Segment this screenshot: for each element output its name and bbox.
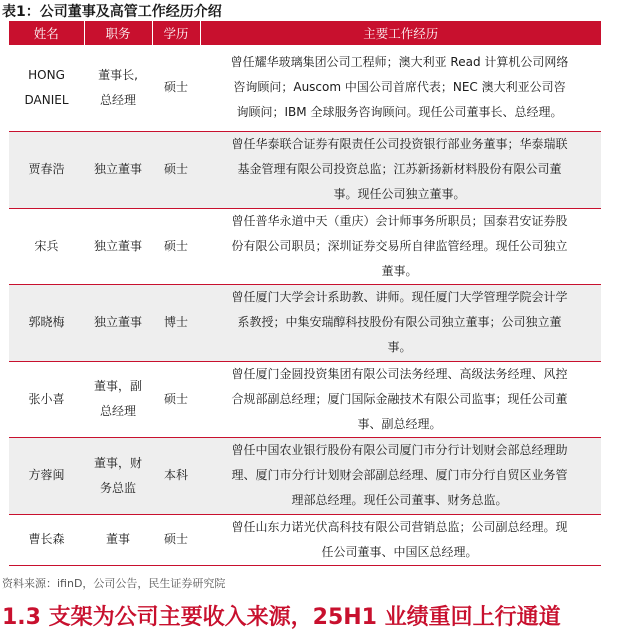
cell-experience-line: 合规部副总经理；厦门国际金融技术有限公司监事；现任公司董: [231, 391, 568, 406]
cell-experience-line: 理、厦门市分行计划财会部副总经理、厦门市分行自贸区业务管: [231, 468, 568, 482]
cell-name: [9, 284, 84, 361]
table-row: [9, 131, 601, 208]
cell-education: 硕士: [152, 208, 200, 284]
cell-role: [84, 284, 152, 361]
section-heading: 1.3 支架为公司主要收入来源，25H1 业绩重回上行通道: [2, 605, 561, 630]
cell-experience-line: 理部总经理。现任公司董事、财务总监。: [291, 493, 508, 507]
table-header-row: [9, 21, 601, 45]
executive-table: [9, 21, 601, 566]
header-role: 职务: [84, 21, 152, 45]
cell-name-line: 方蓉闽: [28, 468, 65, 482]
cell-role-line: 独立董事: [93, 162, 142, 176]
cell-education: 硕士: [152, 45, 200, 131]
cell-experience: [200, 437, 601, 514]
cell-role: [84, 45, 152, 131]
cell-experience-line: 曾任耀华玻璃集团公司工程师；澳大利亚 Read 计算机公司网络: [230, 55, 569, 70]
cell-name: [9, 437, 84, 514]
cell-role-line: 独立董事: [93, 315, 142, 329]
table-row: [9, 514, 601, 565]
cell-role-line: 董事，副: [93, 379, 142, 393]
cell-experience-line: 询顾问；IBM 全球服务咨询顾问。现任公司董事长、总经理。: [236, 105, 563, 120]
cell-experience: [200, 514, 601, 565]
cell-name: [9, 45, 84, 131]
cell-experience-line: 基金管理有限公司投资总监；江苏新扬新材料股份有限公司董: [237, 162, 562, 176]
cell-name-line: 宋兵: [34, 238, 59, 253]
cell-role: [84, 131, 152, 208]
cell-experience: [200, 131, 601, 208]
cell-experience-line: 份有限公司职员；深圳证券交易所自律监管经理。现任公司独立: [231, 238, 568, 253]
header-education: 学历: [152, 21, 200, 45]
cell-name: [9, 514, 84, 565]
cell-education: 硕士: [152, 131, 200, 208]
cell-experience-line: 董事。: [381, 263, 418, 278]
table-caption: 表1：公司董事及高管工作经历介绍: [2, 4, 222, 20]
table-row: [9, 437, 601, 514]
cell-experience: [200, 45, 601, 131]
cell-experience-line: 事。现任公司独立董事。: [333, 187, 466, 201]
cell-role-line: 总经理: [99, 92, 136, 107]
cell-name-line: DANIEL: [24, 92, 69, 107]
cell-name-line: 张小喜: [28, 391, 65, 406]
cell-role-line: 董事，财: [93, 455, 142, 470]
cell-role-line: 总经理: [99, 404, 136, 418]
cell-education: 博士: [152, 284, 200, 361]
cell-role-line: 务总监: [99, 480, 136, 495]
cell-name: [9, 131, 84, 208]
cell-experience-line: 系教授；中集安瑞醇科技股份有限公司独立董事；公司独立董: [237, 315, 562, 329]
cell-experience-line: 曾任中国农业银行股份有限公司厦门市分行计划财会部总经理助: [231, 443, 568, 457]
cell-experience: [200, 208, 601, 284]
cell-role: [84, 361, 152, 437]
cell-role-line: 董事长,: [98, 67, 138, 82]
table-row: [9, 284, 601, 361]
table-row: [9, 208, 601, 284]
cell-name-line: HONG: [28, 67, 65, 82]
cell-role: [84, 514, 152, 565]
cell-experience: [200, 361, 601, 437]
cell-role: [84, 208, 152, 284]
cell-education: 硕士: [152, 361, 200, 437]
table-row: [9, 45, 601, 131]
cell-name: [9, 361, 84, 437]
cell-experience-line: 曾任厦门大学会计系助教、讲师。现任厦门大学管理学院会计学: [231, 290, 568, 304]
cell-experience-line: 事。: [387, 340, 412, 354]
table-row: [9, 361, 601, 437]
cell-experience-line: 曾任厦门金圆投资集团有限公司法务经理、高级法务经理、风控: [231, 366, 568, 381]
cell-experience-line: 曾任普华永道中天（重庆）会计师事务所职员；国泰君安证券股: [231, 213, 568, 228]
cell-name-line: 郭晓梅: [28, 315, 65, 329]
cell-name-line: 贾春浩: [28, 162, 65, 176]
header-name: 姓名: [9, 21, 84, 45]
source-note: 资料来源：ifinD，公司公告，民生证券研究院: [2, 577, 226, 590]
cell-role: [84, 437, 152, 514]
cell-experience-line: 曾任华泰联合证券有限责任公司投资银行部业务董事；华泰瑞联: [231, 137, 568, 151]
cell-name: [9, 208, 84, 284]
cell-experience: [200, 284, 601, 361]
cell-education: 本科: [152, 437, 200, 514]
header-experience: 主要工作经历: [200, 21, 601, 45]
cell-role-line: 独立董事: [93, 238, 142, 253]
cell-role-line: 董事: [105, 532, 130, 546]
cell-experience-line: 任公司董事、中国区总经理。: [321, 544, 478, 559]
cell-name-line: 曹长森: [28, 532, 65, 546]
cell-education: 硕士: [152, 514, 200, 565]
cell-experience-line: 事、副总经理。: [357, 416, 442, 431]
cell-experience-line: 曾任山东力诺光伏高科技有限公司营销总监；公司副总经理。现: [231, 519, 568, 534]
cell-experience-line: 咨询顾问；Auscom 中国公司首席代表；NEC 澳大利亚公司咨: [233, 80, 566, 95]
